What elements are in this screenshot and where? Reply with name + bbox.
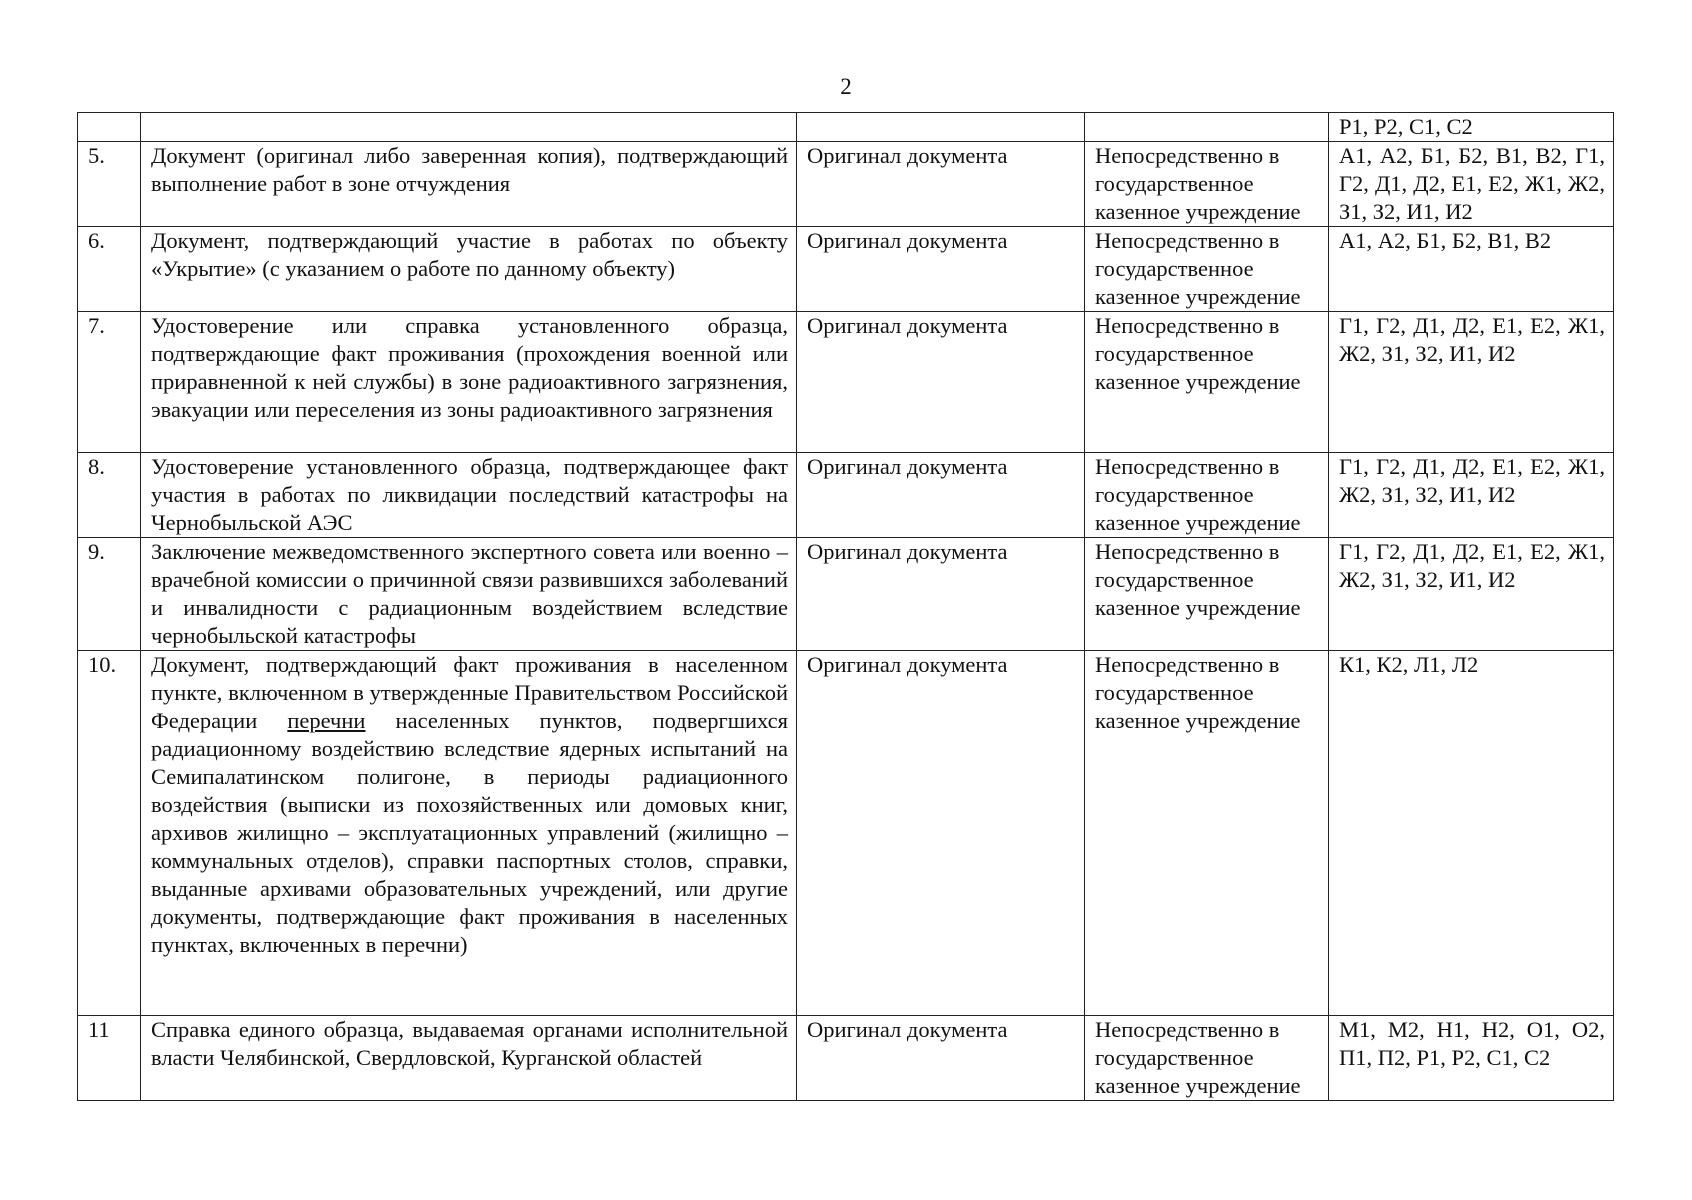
row-number bbox=[78, 113, 141, 142]
row-number: 7. bbox=[78, 312, 141, 453]
document-form bbox=[797, 113, 1085, 142]
category-codes: К1, К2, Л1, Л2 bbox=[1329, 651, 1614, 1016]
submission-place: Непосредственно в государственное казенное учреждение bbox=[1085, 312, 1329, 453]
submission-place: Непосредственно в государственное казенное учреждение bbox=[1085, 651, 1329, 1016]
table-row bbox=[78, 651, 1614, 1016]
row-number: 5. bbox=[78, 142, 141, 227]
description-text: Документ, подтверждающий факт проживания в населенном пункте, включенном в утвержденные Правительством Российской Федерации bbox=[151, 652, 788, 733]
table-row bbox=[78, 453, 1614, 538]
document-form: Оригинал документа bbox=[797, 453, 1085, 538]
table-row bbox=[78, 142, 1614, 227]
table-row bbox=[78, 1016, 1614, 1101]
document-form: Оригинал документа bbox=[797, 312, 1085, 453]
category-codes: А1, А2, Б1, Б2, В1, В2, Г1, Г2, Д1, Д2, Е1, Е2, Ж1, Ж2, З1, З2, И1, И2 bbox=[1329, 142, 1614, 227]
document-description: Заключение межведомственного экспертного совета или военно – врачебной комиссии о причинной связи развившихся заболеваний и инвалидности с радиационным воздействием вследствие чернобыльской катастрофы bbox=[141, 538, 797, 651]
table-row bbox=[78, 227, 1614, 312]
submission-place: Непосредственно в государственное казенное учреждение bbox=[1085, 1016, 1329, 1101]
category-codes: Г1, Г2, Д1, Д2, Е1, Е2, Ж1, Ж2, З1, З2, И1, И2 bbox=[1329, 453, 1614, 538]
submission-place: Непосредственно в государственное казенное учреждение bbox=[1085, 453, 1329, 538]
submission-place bbox=[1085, 113, 1329, 142]
category-codes: Г1, Г2, Д1, Д2, Е1, Е2, Ж1, Ж2, З1, З2, И1, И2 bbox=[1329, 312, 1614, 453]
document-form: Оригинал документа bbox=[797, 538, 1085, 651]
document-form: Оригинал документа bbox=[797, 227, 1085, 312]
document-description: Справка единого образца, выдаваемая органами исполнительной власти Челябинской, Свердловской, Курганской областей bbox=[141, 1016, 797, 1101]
lists-link[interactable]: перечни bbox=[287, 708, 366, 733]
document-form: Оригинал документа bbox=[797, 651, 1085, 1016]
submission-place: Непосредственно в государственное казенное учреждение bbox=[1085, 227, 1329, 312]
page-number: 2 bbox=[840, 74, 852, 99]
row-number: 6. bbox=[78, 227, 141, 312]
row-number: 9. bbox=[78, 538, 141, 651]
document-description: Удостоверение или справка установленного образца, подтверждающие факт проживания (прохождения военной или приравненной к ней службы) в зоне радиоактивного загрязнения, эвакуации или переселения из зоны радиоактивного загрязнения bbox=[141, 312, 797, 453]
row-number: 8. bbox=[78, 453, 141, 538]
document-form: Оригинал документа bbox=[797, 142, 1085, 227]
document-description bbox=[141, 113, 797, 142]
category-codes: Р1, Р2, С1, С2 bbox=[1329, 113, 1614, 142]
table-row bbox=[78, 312, 1614, 453]
category-codes: М1, М2, Н1, Н2, О1, О2, П1, П2, Р1, Р2, С1, С2 bbox=[1329, 1016, 1614, 1101]
category-codes: Г1, Г2, Д1, Д2, Е1, Е2, Ж1, Ж2, З1, З2, И1, И2 bbox=[1329, 538, 1614, 651]
row-number: 11 bbox=[78, 1016, 141, 1101]
submission-place: Непосредственно в государственное казенное учреждение bbox=[1085, 142, 1329, 227]
row-number: 10. bbox=[78, 651, 141, 1016]
submission-place: Непосредственно в государственное казенное учреждение bbox=[1085, 538, 1329, 651]
document-description: Документ, подтверждающий участие в работах по объекту «Укрытие» (с указанием о работе по данному объекту) bbox=[141, 227, 797, 312]
document-description: Удостоверение установленного образца, подтверждающее факт участия в работах по ликвидации последствий катастрофы на Чернобыльской АЭС bbox=[141, 453, 797, 538]
document-description: Документ (оригинал либо заверенная копия), подтверждающий выполнение работ в зоне отчуждения bbox=[141, 142, 797, 227]
description-text: населенных пунктов, подвергшихся радиационному воздействию вследствие ядерных испытаний на Семипалатинском полигоне, в периоды радиационного воздействия (выписки из похозяйственных или домовых книг, архивов жилищно – эксплуатационных управлений (жилищно – коммунальных отделов), справки паспортных столов, справки, выданные архивами образовательных учреждений, или другие документы, подтверждающие факт проживания в населенных пунктах, включенных в перечни) bbox=[151, 708, 788, 957]
table-row bbox=[78, 538, 1614, 651]
document-form: Оригинал документа bbox=[797, 1016, 1085, 1101]
documents-table bbox=[77, 112, 1614, 1101]
document-description bbox=[141, 651, 797, 1016]
table-row bbox=[78, 113, 1614, 142]
category-codes: А1, А2, Б1, Б2, В1, В2 bbox=[1329, 227, 1614, 312]
